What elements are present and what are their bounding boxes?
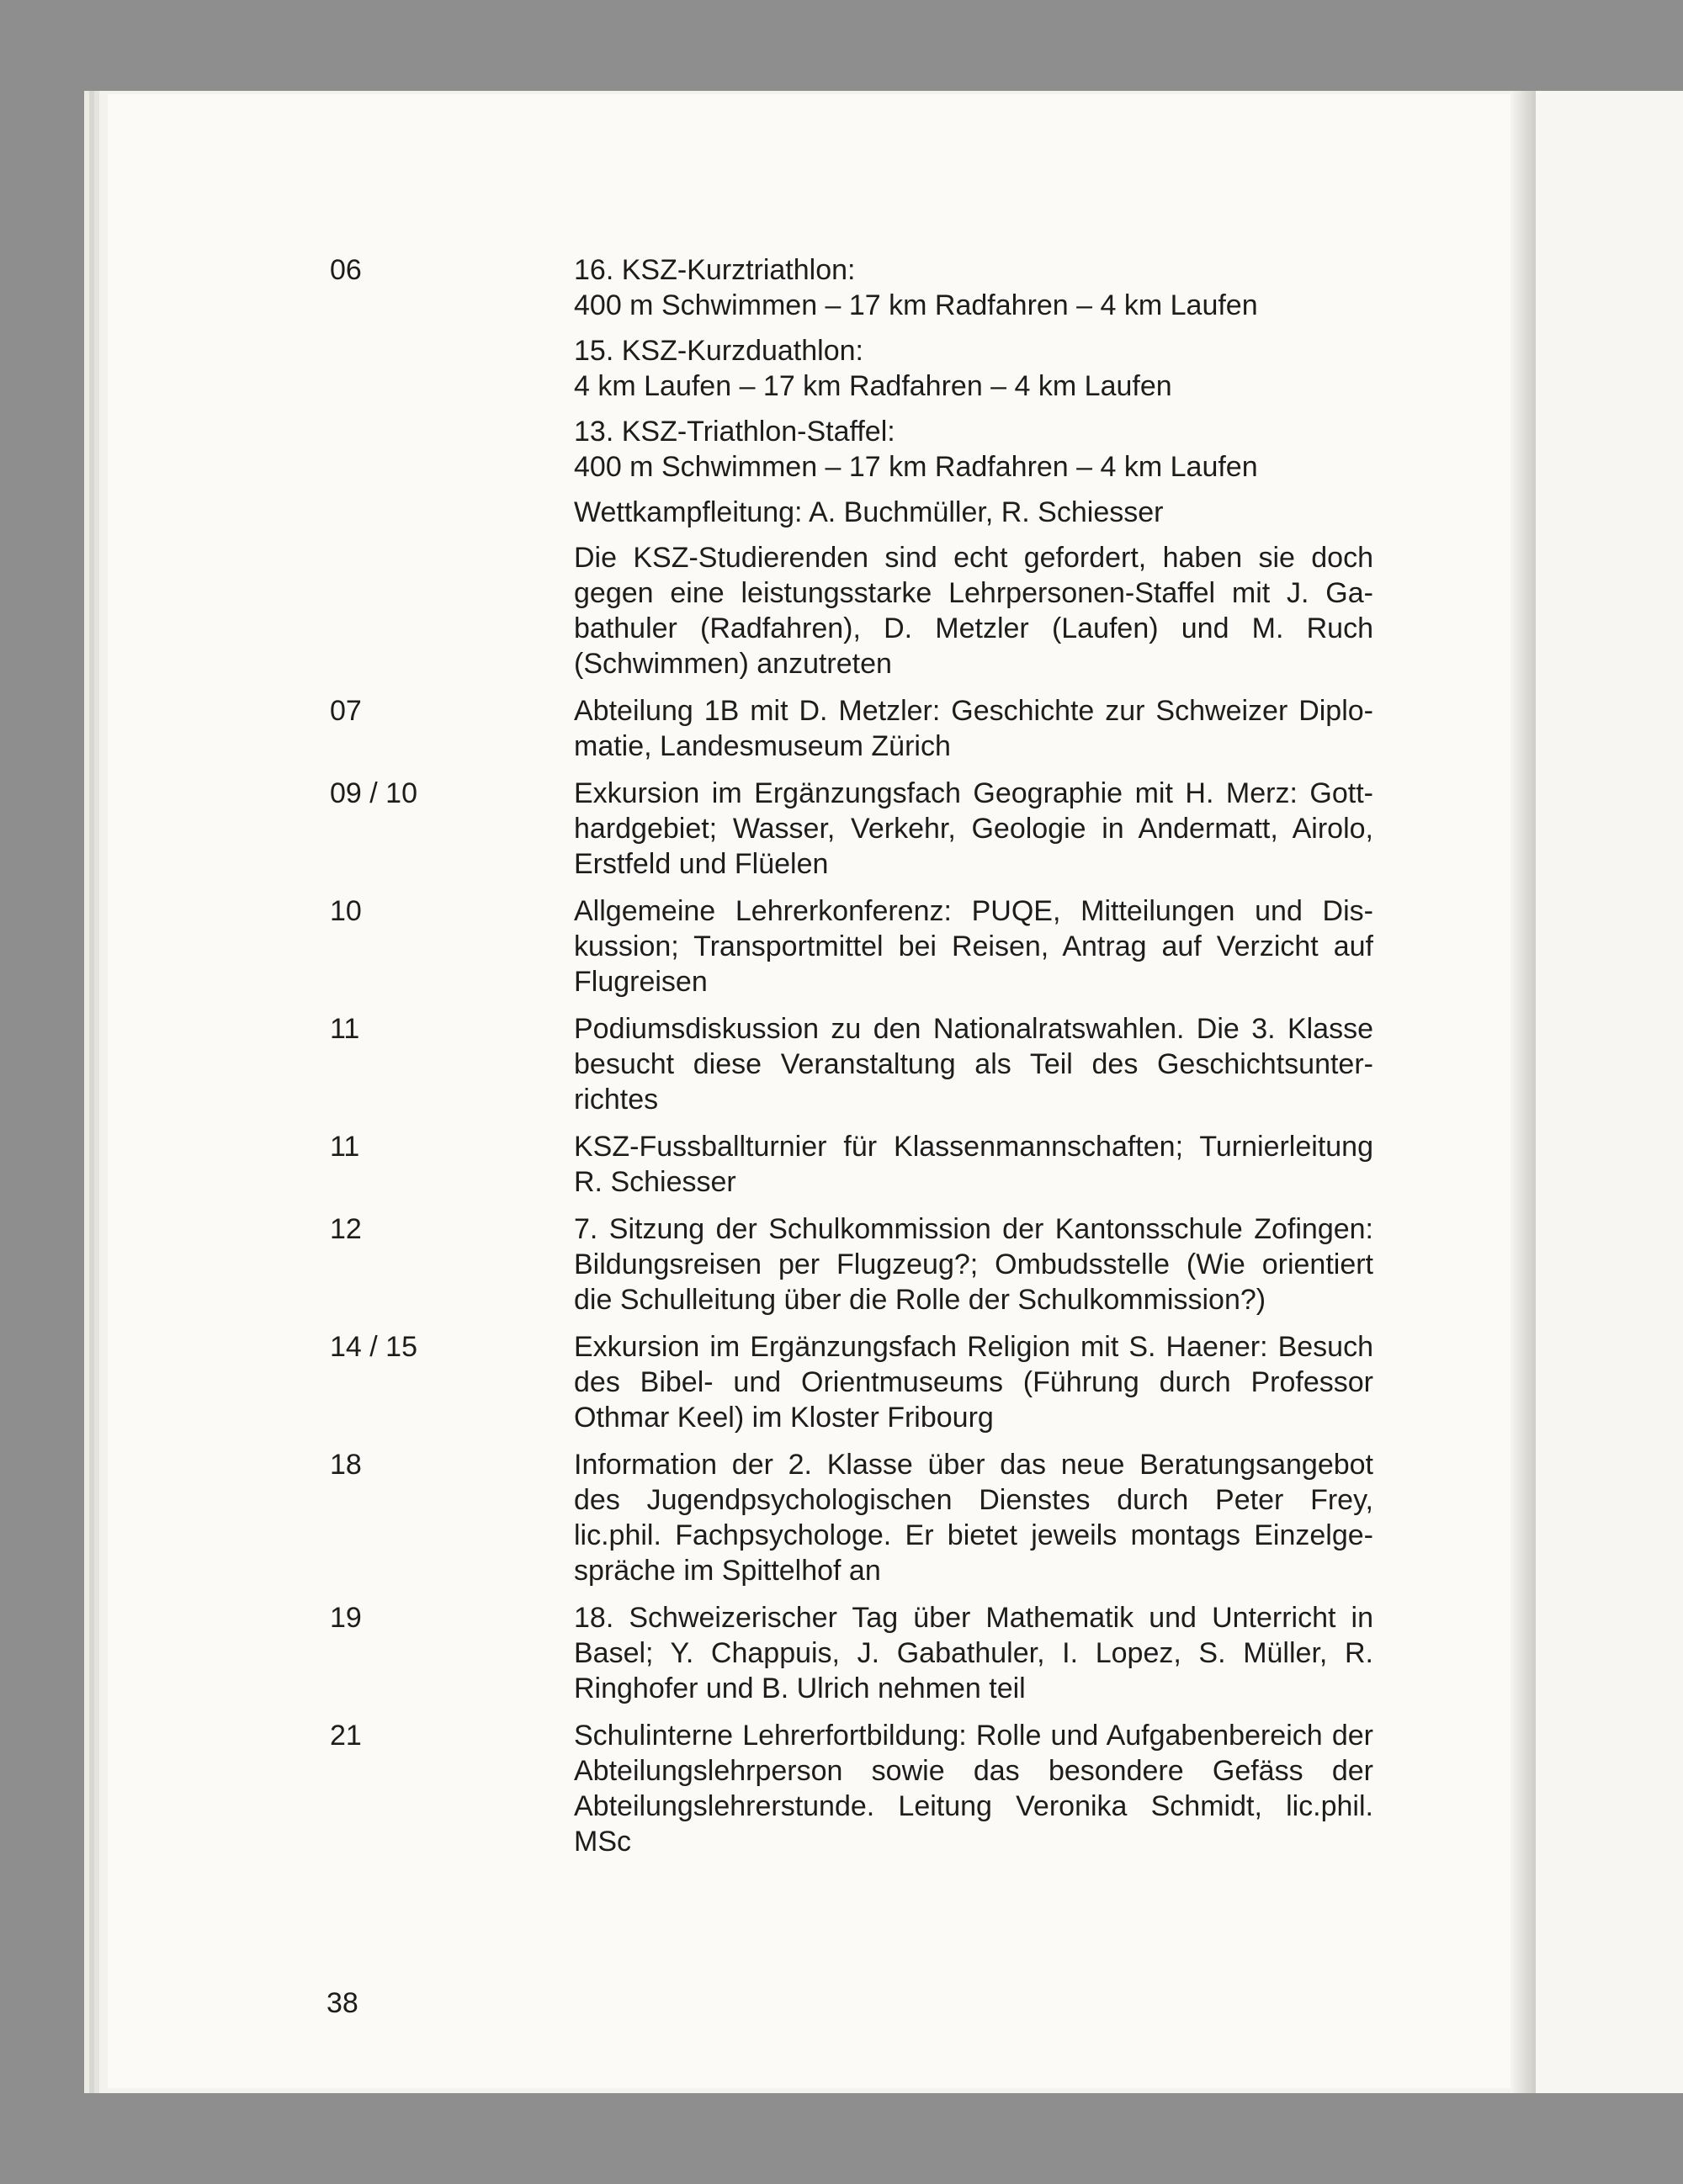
chronicle-entries [330, 252, 1375, 1871]
chronicle-entry [330, 1718, 1375, 1859]
entry-segment [574, 495, 1373, 530]
chronicle-entry [330, 1600, 1375, 1706]
entry-date: 19 [330, 1602, 362, 1634]
entry-line: 15. KSZ-Kurzduathlon: [574, 335, 863, 367]
entry-content [574, 1211, 1373, 1317]
chronicle-entry [330, 1011, 1375, 1117]
entry-segment [574, 333, 1373, 404]
entry-date: 21 [330, 1720, 362, 1752]
book-gutter [1510, 91, 1536, 2093]
entry-text: Information der 2. Klasse über das neue Beratungsangebot des Jugendpsychologischen Dienstes durch Peter Frey, lic.phil. Fachpsychologe. Er bietet jeweils montags Einzelgespräche im Spittelhof an [574, 1449, 1373, 1587]
chronicle-entry [330, 776, 1375, 882]
chronicle-entry [330, 1329, 1375, 1435]
facing-page-edge [1536, 91, 1683, 2093]
entry-content [574, 1011, 1373, 1117]
entry-text: Podiumsdiskussion zu den Nationalratswahlen. Die 3. Klasse besucht diese Veranstaltung als Teil des Geschichtsunterrichtes [574, 1013, 1373, 1116]
entry-segment [574, 414, 1373, 485]
entry-date: 07 [330, 695, 362, 727]
entry-date: 12 [330, 1213, 362, 1245]
entry-text: Abteilung 1B mit D. Metzler: Geschichte zur Schweizer Diplomatie, Landesmuseum Zürich [574, 695, 1373, 762]
entry-text: Allgemeine Lehrerkonferenz: PUQE, Mitteilungen und Diskussion; Transportmittel bei Reisen, Antrag auf Verzicht auf Flugreisen [574, 895, 1373, 998]
entry-line: 16. KSZ-Kurztriathlon: [574, 254, 856, 286]
entry-content [574, 693, 1373, 764]
entry-content [574, 1600, 1373, 1706]
entry-text: Exkursion im Ergänzungsfach Religion mit S. Haener: Besuch des Bibel- und Orientmuseums (Führung durch Professor Othmar Keel) im Kloster Fribourg [574, 1331, 1373, 1434]
entry-text: 18. Schweizerischer Tag über Mathematik und Unterricht in Basel; Y. Chappuis, J. Gabathuler, I. Lopez, S. Müller, R. Ringhofer und B. Ulrich nehmen teil [574, 1602, 1373, 1704]
entry-text: Die KSZ-Studierenden sind echt gefordert, haben sie doch gegen eine leistungsstarke Lehrpersonen-Staffel mit J. Gabathuler (Radfahren), D. Metzler (Laufen) und M. Ruch (Schwimmen) anzutreten [574, 542, 1373, 680]
entry-line: 400 m Schwimmen – 17 km Radfahren – 4 km Laufen [574, 289, 1258, 321]
chronicle-entry [330, 1447, 1375, 1588]
entry-content [574, 1329, 1373, 1435]
entry-date: 11 [330, 1131, 360, 1163]
entry-date: 10 [330, 895, 362, 927]
page-number: 38 [327, 1987, 358, 2019]
entry-content [574, 252, 1373, 681]
entry-date: 18 [330, 1449, 362, 1481]
entry-content [574, 776, 1373, 882]
entry-content [574, 1447, 1373, 1588]
entry-segment [574, 252, 1373, 323]
entry-line: 13. KSZ-Triathlon-Staffel: [574, 416, 895, 448]
entry-content [574, 893, 1373, 999]
entry-line: Wettkampfleitung: A. Buchmüller, R. Schiesser [574, 496, 1164, 528]
entry-content [574, 1129, 1373, 1200]
entry-date: 09 / 10 [330, 777, 417, 809]
chronicle-entry [330, 1129, 1375, 1200]
entry-text: KSZ-Fussballturnier für Klassenmannschaften; Turnierleitung R. Schiesser [574, 1131, 1373, 1198]
entry-line: 400 m Schwimmen – 17 km Radfahren – 4 km Laufen [574, 451, 1258, 483]
chronicle-entry [330, 1211, 1375, 1317]
entry-date: 06 [330, 254, 362, 286]
entry-text: Exkursion im Ergänzungsfach Geographie mit H. Merz: Gotthardgebiet; Wasser, Verkehr, Geologie in Andermatt, Airolo, Erstfeld und Flüelen [574, 777, 1373, 880]
entry-date: 14 / 15 [330, 1331, 417, 1363]
chronicle-entry [330, 252, 1375, 681]
entry-date: 11 [330, 1013, 360, 1045]
entry-content [574, 1718, 1373, 1859]
entry-line: 4 km Laufen – 17 km Radfahren – 4 km Laufen [574, 370, 1172, 402]
chronicle-entry [330, 693, 1375, 764]
entry-text: 7. Sitzung der Schulkommission der Kantonsschule Zofingen: Bildungsreisen per Flugzeug?; Ombudsstelle (Wie orientiert die Schulleitung über die Rolle der Schulkommission?) [574, 1213, 1373, 1316]
chronicle-entry [330, 893, 1375, 999]
entry-text: Schulinterne Lehrerfortbildung: Rolle und Aufgabenbereich der Abteilungslehrperson sowie das besondere Gefäss der Abteilungslehrerstunde. Leitung Veronika Schmidt, lic.phil. MSc [574, 1720, 1373, 1858]
